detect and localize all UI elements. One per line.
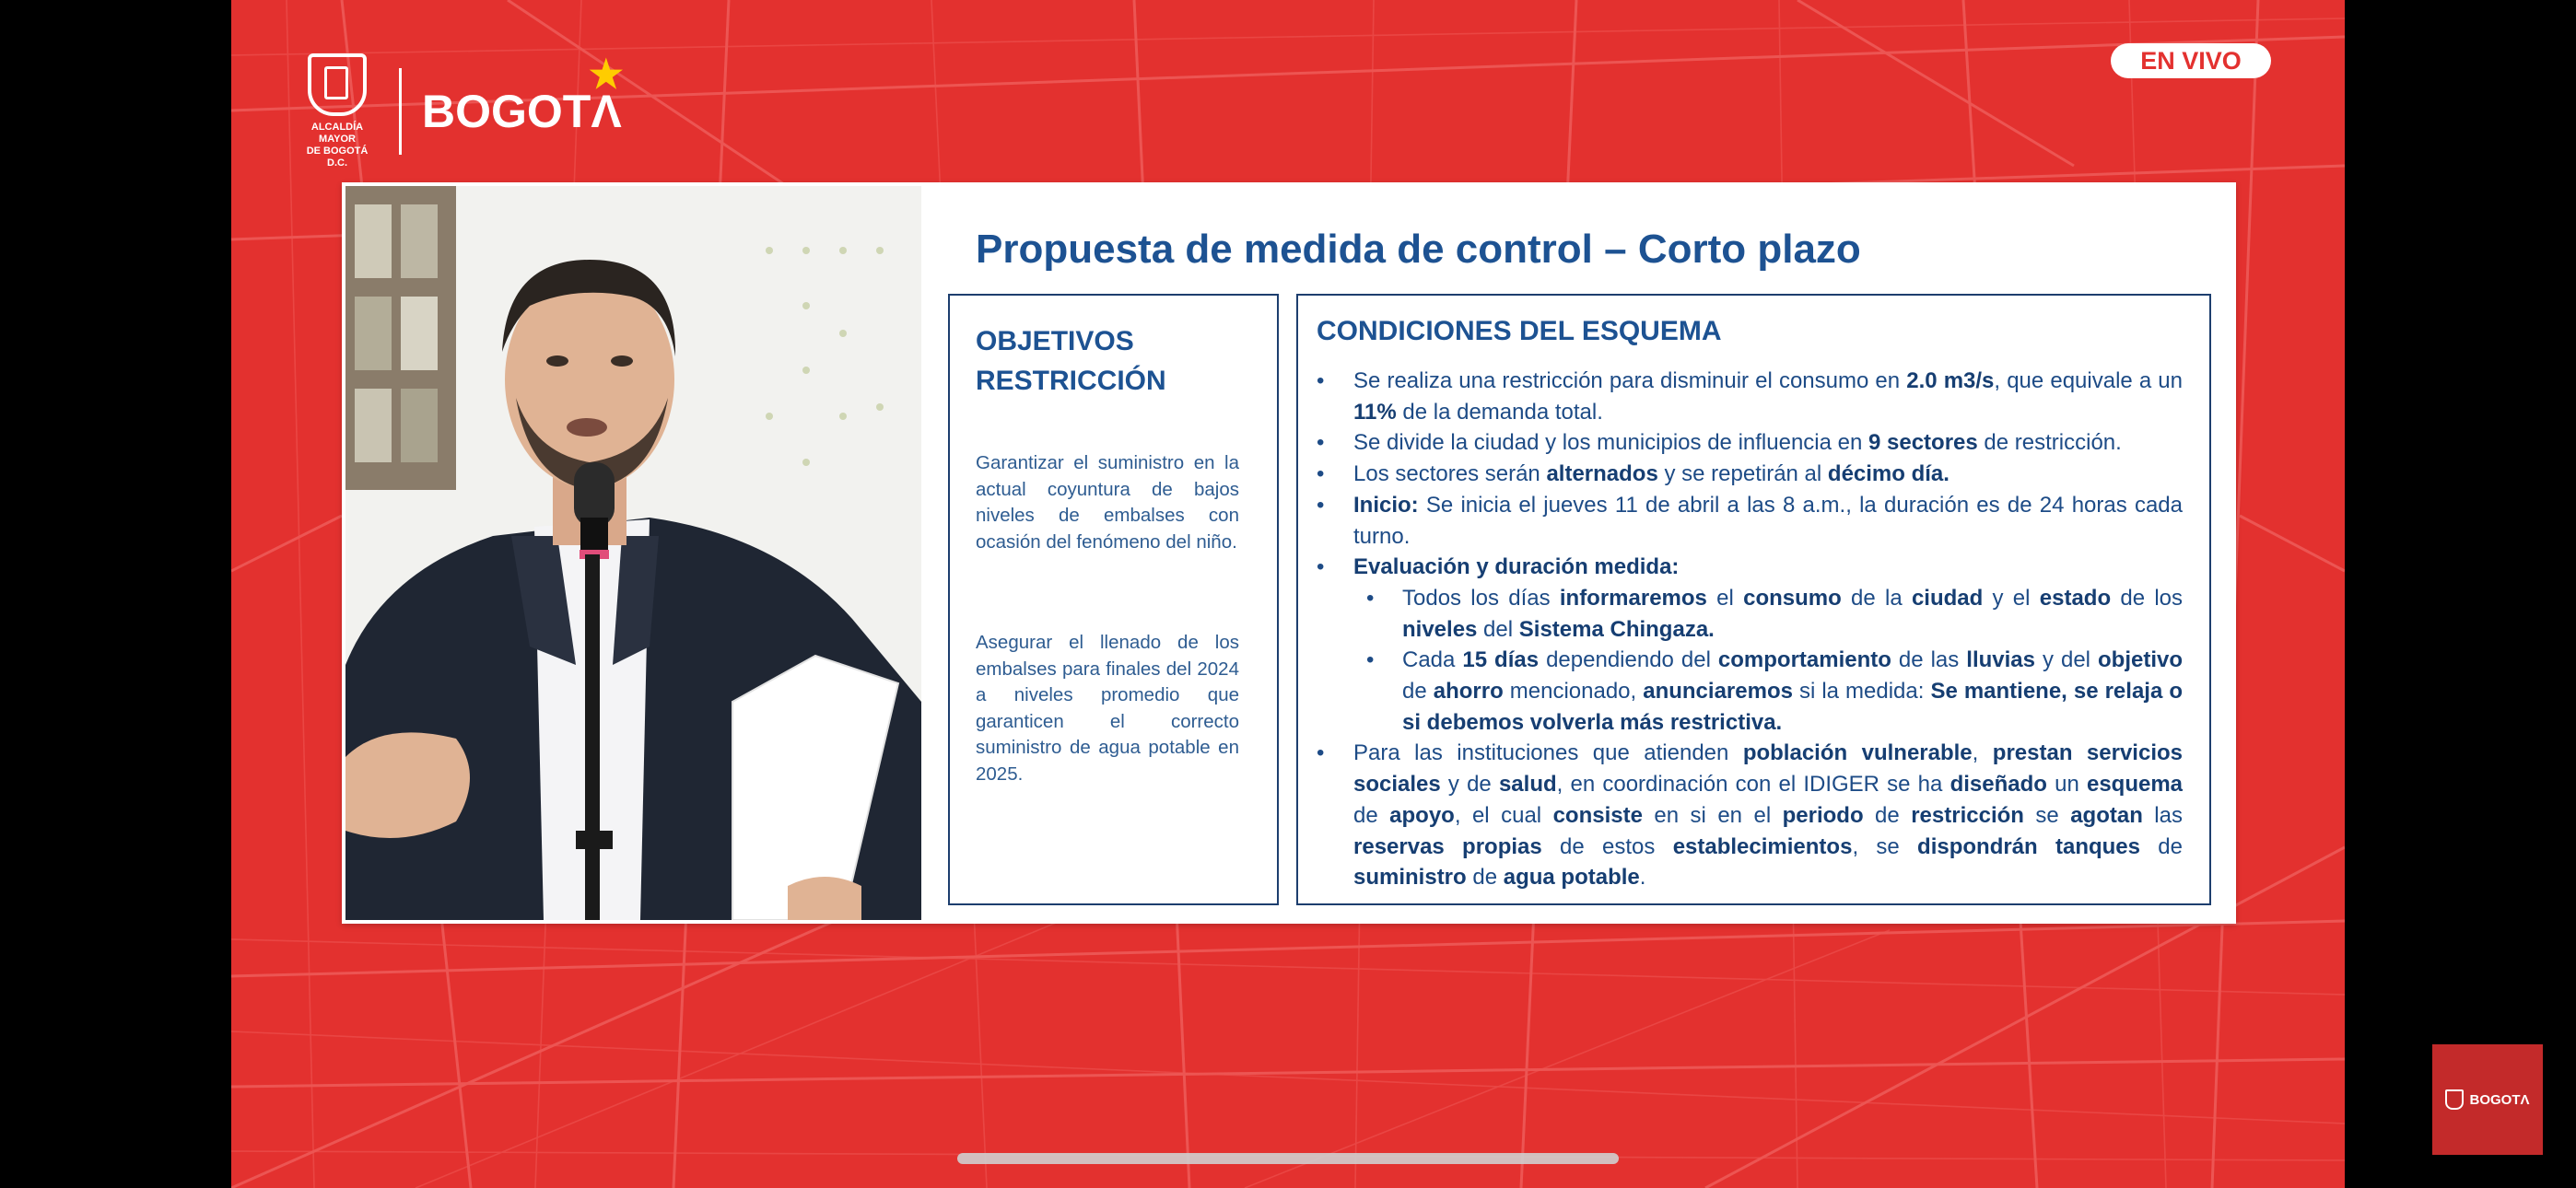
text-run: de las [1891, 647, 1967, 673]
text-run: un [2046, 772, 2087, 798]
emphasis-text: 2.0 m3/s [1906, 368, 1995, 393]
text-run: , se [1852, 833, 1918, 859]
emphasis-text: estado [2039, 585, 2112, 611]
corner-watermark-logo [2432, 1044, 2543, 1155]
text-run: Todos los días [1402, 585, 1560, 611]
text-run: del [1477, 616, 1519, 642]
condition-item-text [1353, 554, 1679, 579]
crest-icon [2445, 1089, 2464, 1110]
text-run: Cada [1402, 647, 1463, 673]
emphasis-text: 11% [1353, 399, 1397, 425]
text-run: de [1863, 802, 1912, 828]
text-run: y se repetirán al [1657, 461, 1828, 487]
conditions-box [1296, 294, 2211, 905]
conditions-list [1317, 366, 2183, 893]
text-run: , el cual [1454, 802, 1553, 828]
brand-text: BOGOTΛ [422, 86, 622, 137]
crest-icon [298, 53, 377, 169]
text-run: en si en el [1642, 802, 1783, 828]
logo-divider [399, 68, 402, 155]
evaluation-sublist [1353, 583, 2183, 739]
condition-item [1317, 459, 2183, 490]
bogota-logo [298, 52, 624, 169]
emphasis-text: lluvias [1966, 647, 2035, 673]
text-run: y del [2035, 647, 2098, 673]
emphasis-text: Sistema Chingaza. [1518, 616, 1715, 642]
emphasis-text: establecimientos [1672, 833, 1853, 859]
emphasis-text: informaremos [1559, 585, 1707, 611]
emphasis-text: ahorro [1433, 679, 1504, 705]
corner-brand: BOGOTΛ [2469, 1091, 2530, 1108]
slide-title: Propuesta de medida de control – Corto plazo [976, 227, 1861, 272]
text-run: . [1639, 865, 1646, 891]
objectives-heading: OBJETIVOS RESTRICCIÓN [976, 326, 1166, 396]
text-run: mencionado, [1503, 679, 1644, 705]
home-indicator[interactable] [957, 1153, 1619, 1164]
text-run: Los sectores serán [1353, 461, 1547, 487]
text-run: el [1706, 585, 1744, 611]
emphasis-text: agotan [2070, 802, 2143, 828]
emphasis-text: anunciaremos [1643, 679, 1793, 705]
sub-item [1353, 645, 2183, 738]
text-run: , que equivale a un [1994, 368, 2184, 393]
text-run: de estos [1541, 833, 1673, 859]
emphasis-text: salud [1498, 772, 1557, 798]
emphasis-text: consumo [1743, 585, 1842, 611]
emphasis-text: consiste [1552, 802, 1643, 828]
emphasis-text: población vulnerable [1742, 740, 1973, 766]
text-run: de la [1841, 585, 1912, 611]
conditions-heading: CONDICIONES DEL ESQUEMA [1317, 316, 1722, 346]
text-run: de [1402, 679, 1434, 705]
emphasis-text: dispondrán tanques [1917, 833, 2140, 859]
emphasis-text: Inicio: [1353, 492, 1419, 518]
condition-item [1317, 427, 2183, 459]
text-run: si la medida: [1792, 679, 1931, 705]
emphasis-text: niveles [1402, 616, 1478, 642]
text-run: Se realiza una restricción para disminuir el consumo en [1353, 368, 1907, 393]
text-run: y de [1440, 772, 1499, 798]
speaker-image [345, 186, 921, 920]
brand-wordmark [422, 52, 624, 138]
emphasis-text: apoyo [1389, 802, 1455, 828]
emphasis-text: comportamiento [1717, 647, 1891, 673]
emphasis-text: Evaluación y duración medida: [1353, 554, 1680, 580]
objective-paragraph-2: Asegurar el llenado de los embalses para finales del 2024 a niveles promedio que garanticen el correcto suministro de agua potable en 2025. [976, 632, 1239, 785]
text-run: Para las instituciones que atienden [1353, 740, 1743, 766]
star-icon: ★ [589, 52, 624, 96]
emphasis-text: restricción [1911, 802, 2024, 828]
text-run: de [1353, 802, 1390, 828]
objective-paragraph-1: Garantizar el suministro en la actual coyuntura de bajos niveles de embalses con ocasión del fenómeno del niño. [976, 452, 1239, 553]
text-run: , [1972, 740, 1993, 766]
condition-item [1317, 552, 2183, 738]
presentation-slide [342, 182, 2236, 924]
text-run: y el [1983, 585, 2040, 611]
text-run: Se divide la ciudad y los municipios de influencia en [1353, 430, 1868, 456]
sub-item [1353, 583, 2183, 645]
emphasis-text: suministro [1353, 865, 1467, 891]
text-run: , en coordinación con el IDIGER se ha [1556, 772, 1950, 798]
emphasis-text: reservas propias [1353, 833, 1542, 859]
text-run: de los [2111, 585, 2183, 611]
speaker-video-inset [345, 186, 921, 920]
crest-caption: ALCALDÍA MAYOR DE BOGOTÁ D.C. [306, 122, 369, 169]
emphasis-text: 15 días [1462, 647, 1540, 673]
emphasis-text: prestan servicios sociales [1353, 740, 2183, 798]
condition-item [1317, 366, 2183, 427]
emphasis-text: Se mantiene, se relaja o si debemos volverla más restrictiva. [1402, 679, 2183, 735]
text-run: Se inicia el jueves 11 de abril a las 8 a.m., la duración es de 24 horas cada turno. [1353, 492, 2183, 549]
text-run: se [2023, 802, 2071, 828]
text-run: las [2142, 802, 2183, 828]
emphasis-text: alternados [1546, 461, 1658, 487]
emphasis-text: décimo día. [1827, 461, 1950, 487]
condition-item [1317, 738, 2183, 893]
emphasis-text: periodo [1782, 802, 1864, 828]
video-stage [231, 0, 2345, 1188]
text-run: de [2140, 833, 2183, 859]
emphasis-text: agua potable [1503, 865, 1640, 891]
emphasis-text: diseñado [1950, 772, 2047, 798]
objectives-box [948, 294, 1279, 905]
text-run: de [1466, 865, 1504, 891]
condition-item [1317, 490, 2183, 552]
text-run: de restricción. [1977, 430, 2122, 456]
emphasis-text: 9 sectores [1868, 430, 1978, 456]
live-badge: EN VIVO [2111, 43, 2271, 78]
text-run: dependiendo del [1539, 647, 1718, 673]
emphasis-text: objetivo [2098, 647, 2184, 673]
text-run: de la demanda total. [1396, 399, 1603, 425]
emphasis-text: ciudad [1911, 585, 1984, 611]
emphasis-text: esquema [2086, 772, 2184, 798]
